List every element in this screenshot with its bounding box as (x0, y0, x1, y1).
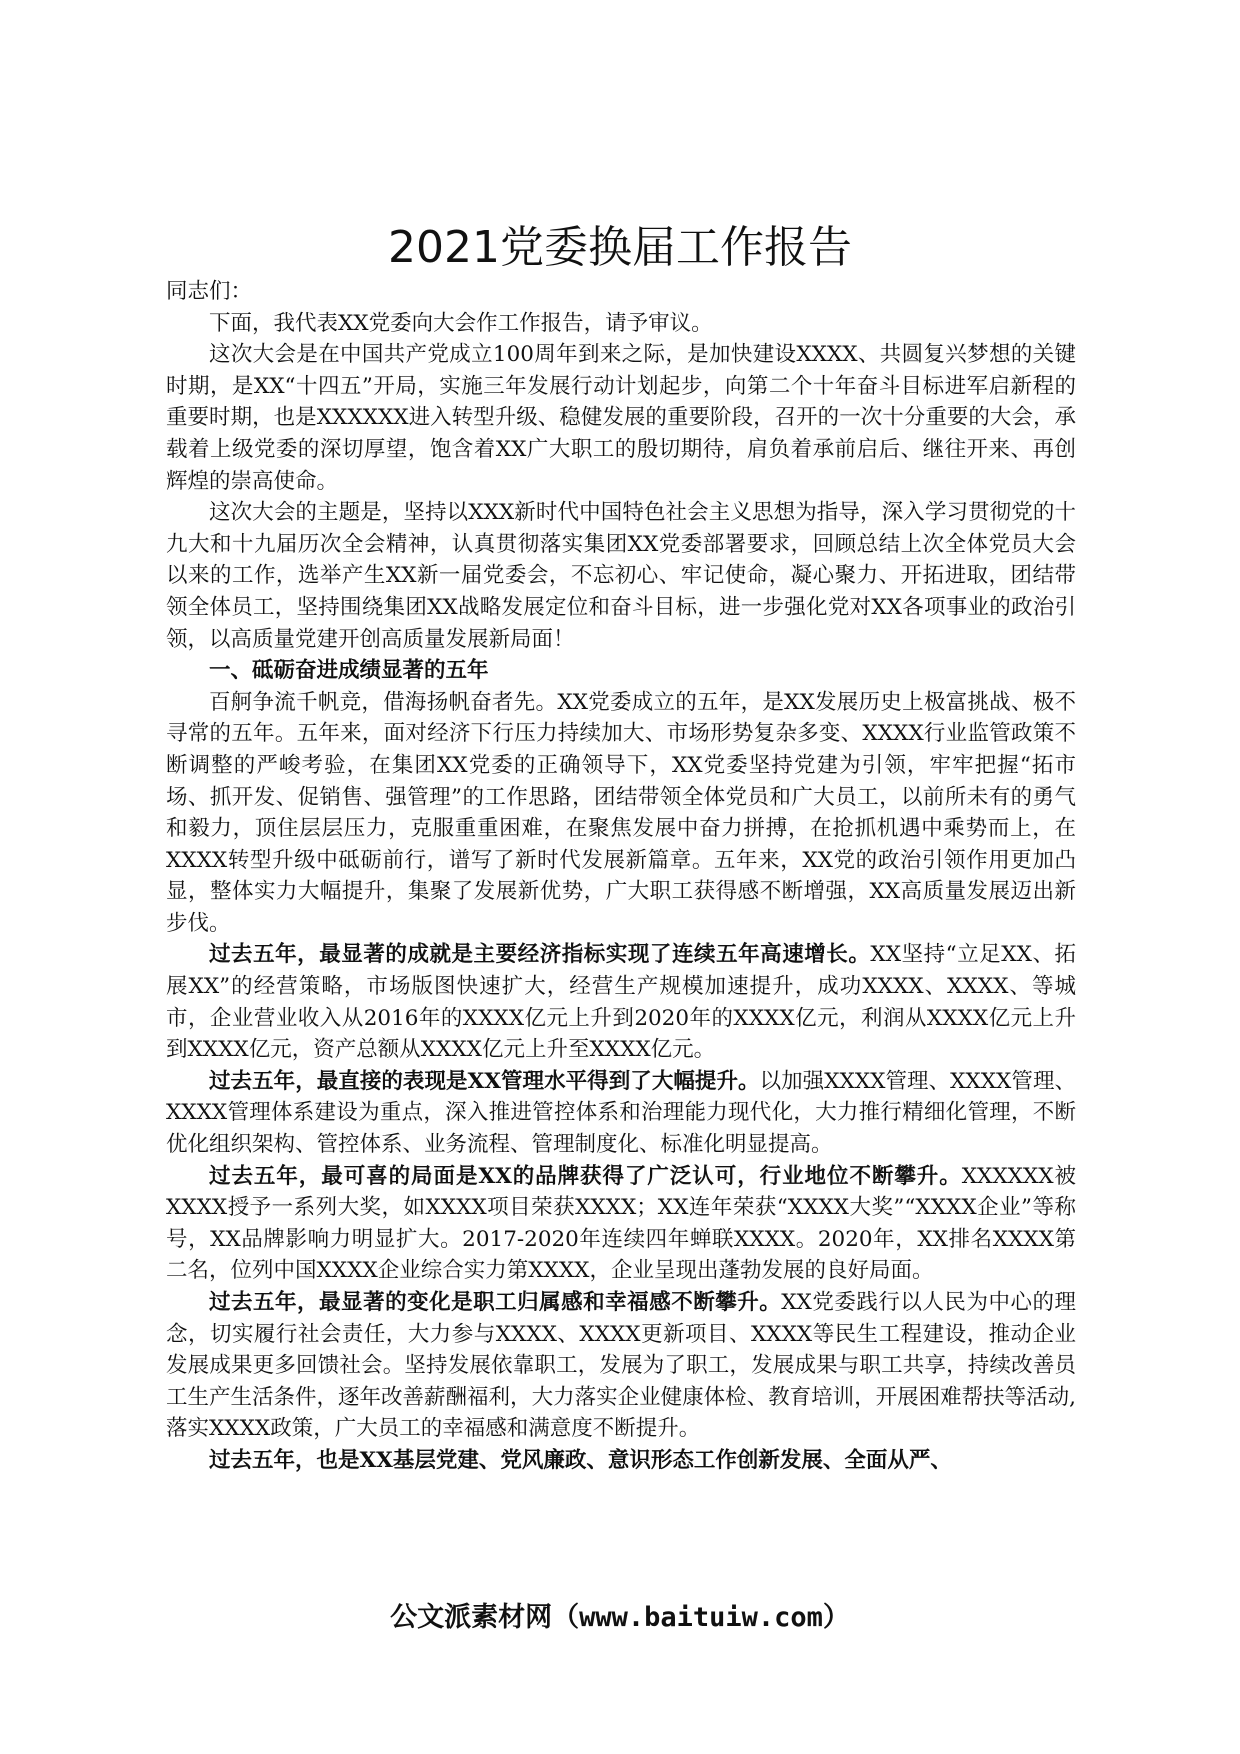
document-body (166, 276, 1076, 1477)
achievement-paragraph (166, 1161, 1076, 1287)
paragraph: 这次大会是在中国共产党成立100周年到来之际，是加快建设XXXX、共圆复兴梦想的关键时期，是XX“十四五”开局，实施三年发展行动计划起步，向第二个十年奋斗目标进军启新程的重要时期，也是XXXXXX进入转型升级、稳健发展的重要阶段，召开的一次十分重要的大会，承载着上级党委的深切厚望，饱含着XX广大职工的殷切期待，肩负着承前启后、继往开来、再创辉煌的崇高使命。 (166, 342, 1076, 494)
footer-watermark: 公文派素材网（www.baituiw.com） (390, 1602, 850, 1633)
achievement-lead: 过去五年，最显著的成就是主要经济指标实现了连续五年高速增长。 (209, 942, 871, 968)
section-heading: 一、砥砺奋进成绩显著的五年 (209, 658, 489, 684)
paragraph: 这次大会的主题是，坚持以XXX新时代中国特色社会主义思想为指导，深入学习贯彻党的十九大和十九届历次全会精神，认真贯彻落实集团XX党委部署要求，回顾总结上次全体党员大会以来的工作，选举产生XX新一届党委会，不忘初心、牢记使命，凝心聚力、开拓进取，团结带领全体员工，坚持围绕集团XX战略发展定位和奋斗目标，进一步强化党对XX各项事业的政治引领，以高质量党建开创高质量发展新局面！ (166, 500, 1076, 652)
paragraph: 下面，我代表XX党委向大会作工作报告，请予审议。 (209, 310, 713, 336)
achievement-lead: 过去五年，也是XX基层党建、党风廉政、意识形态工作创新发展、全面从严、 (209, 1447, 952, 1473)
achievement-paragraph (166, 1445, 1076, 1477)
achievement-lead: 过去五年，最显著的变化是职工归属感和幸福感不断攀升。 (209, 1290, 782, 1315)
achievement-paragraph (166, 1287, 1076, 1445)
achievement-text: 以加强XXXX管理、XXXX管理、XXXX管理体系建设为重点，深入推进管控体系和治理能力现代化，大力推行精细化管理，不断优化组织架构、管控体系、业务流程、管理制度化、标准化明显提高。 (166, 1068, 1076, 1158)
achievement-paragraph (166, 1066, 1076, 1161)
achievement-lead: 过去五年，最可喜的局面是XX的品牌获得了广泛认可，行业地位不断攀升。 (209, 1163, 962, 1189)
achievement-text: XX坚持“立足XX、拓展XX”的经营策略，市场版图快速扩大，经营生产规模加速提升，成功XXXX、XXXX、等城市，企业营业收入从2016年的XXXX亿元上升到2020年的XXXX亿元，利润从XXXX亿元上升到XXXX亿元，资产总额从XXXX亿元上升至XXXX亿元。 (166, 942, 1076, 1063)
paragraph: 百舸争流千帆竞，借海扬帆奋者先。XX党委成立的五年，是XX发展历史上极富挑战、极不寻常的五年。五年来，面对经济下行压力持续加大、市场形势复杂多变、XXXX行业监管政策不断调整的严峻考验，在集团XX党委的正确领导下，XX党委坚持党建为引领，牢牢把握“拓市场、抓开发、促销售、强管理”的工作思路，团结带领全体党员和广大员工，以前所未有的勇气和毅力，顶住层层压力，克服重重困难，在聚焦发展中奋力拼搏，在抢抓机遇中乘势而上，在XXXX转型升级中砥砺前行，谱写了新时代发展新篇章。五年来，XX党的政治引领作用更加凸显，整体实力大幅提升，集聚了发展新优势，广大职工获得感不断增强，XX高质量发展迈出新步伐。 (166, 689, 1076, 936)
achievement-lead: 过去五年，最直接的表现是XX管理水平得到了大幅提升。 (209, 1068, 760, 1094)
achievement-paragraph (166, 939, 1076, 1065)
achievement-text: XXXXXX被XXXX授予一系列大奖，如XXXX项目荣获XXXX；XX连年荣获“XXXX大奖”“XXXX企业”等称号，XX品牌影响力明显扩大。2017-2020年连续四年蝉联XXXX。2020年，XX排名XXXX第二名，位列中国XXXX企业综合实力第XXXX，企业呈现出蓬勃发展的良好局面。 (166, 1163, 1076, 1284)
salutation: 同志们： (166, 279, 253, 304)
achievement-text: XX党委践行以人民为中心的理念，切实履行社会责任，大力参与XXXX、XXXX更新项目、XXXX等民生工程建设，推动企业发展成果更多回馈社会。坚持发展依靠职工，发展为了职工，发展成果与职工共享，持续改善员工生产生活条件，逐年改善薪酬福利，大力落实企业健康体检、教育培训，开展困难帮扶等活动,落实XXXX政策，广大员工的幸福感和满意度不断提升。 (166, 1290, 1076, 1442)
document-title: 2021党委换届工作报告 (388, 222, 852, 273)
